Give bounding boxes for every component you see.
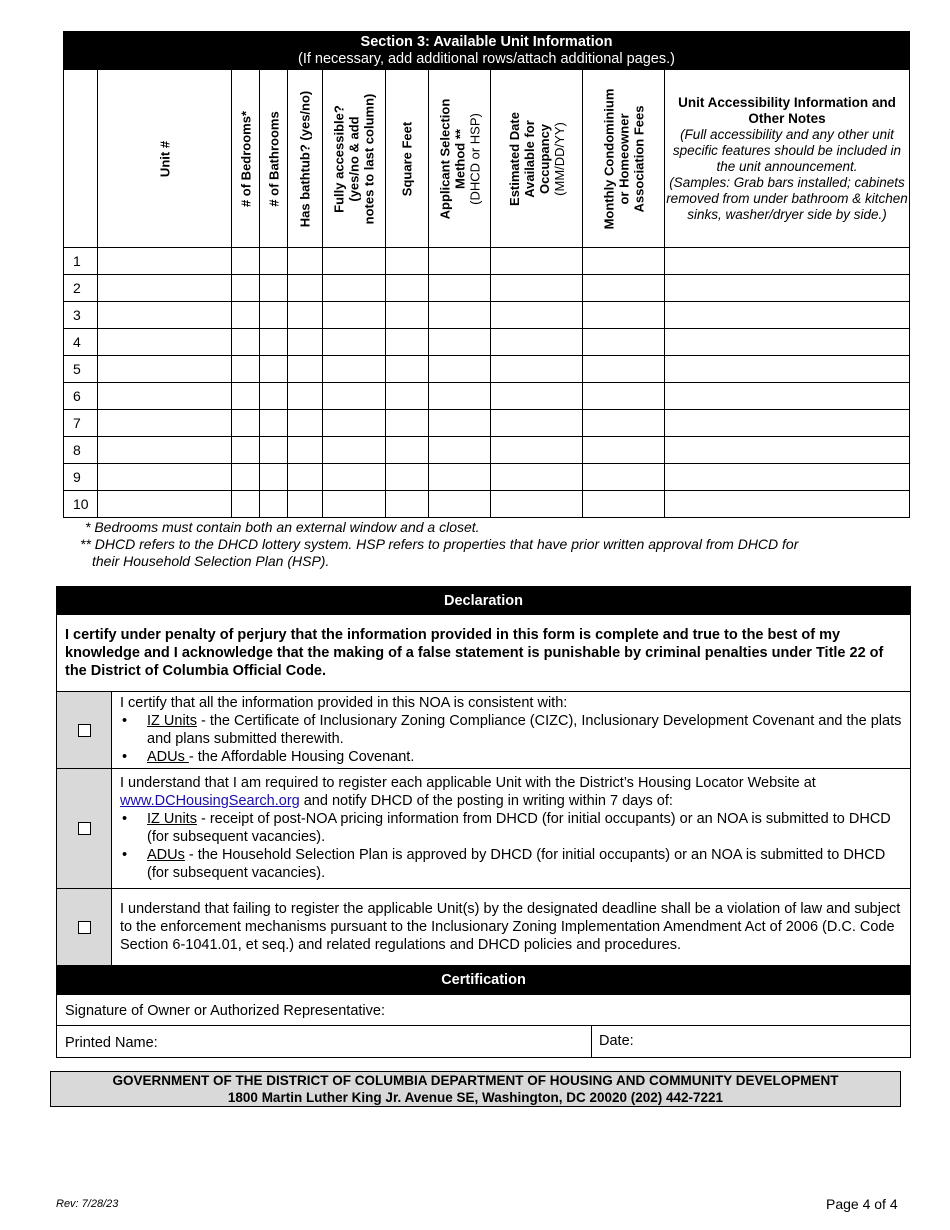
row-number: 3 — [64, 302, 98, 329]
unit-cell[interactable] — [491, 464, 583, 491]
unit-cell[interactable] — [583, 437, 665, 464]
unit-row — [64, 437, 910, 464]
footnote-dhcd-cont: their Household Selection Plan (HSP). — [92, 553, 330, 569]
row-number: 4 — [64, 329, 98, 356]
item2-intro: I understand that I am required to register each applicable Unit with the District’s Housing Locator Website at www.DCHousingSearch.org and notify DHCD of the posting in writing within 7 days of: — [120, 775, 816, 809]
footnotes — [80, 519, 798, 570]
unit-cell[interactable] — [232, 275, 260, 302]
declaration-box — [56, 586, 911, 1058]
unit-cell[interactable] — [583, 248, 665, 275]
unit-cell[interactable] — [491, 329, 583, 356]
declaration-header: Declaration — [57, 587, 910, 615]
checkbox-1[interactable] — [78, 724, 91, 737]
col-header-bathrooms: # of Bathrooms — [260, 70, 288, 248]
item1-bullet-iz: • IZ Units - the Certificate of Inclusionary Zoning Compliance (CIZC), Inclusionary Development Covenant and the plats and plans submitted therewith. — [120, 712, 902, 748]
certify-statement: I certify under penalty of perjury that the information provided in this form is complete and true to the best of my knowledge and I acknowledge that the making of a false statement is punishable by criminal penalties under Title 22 of the District of Columbia Official Code. — [57, 615, 910, 692]
unit-cell[interactable] — [232, 491, 260, 518]
unit-cell[interactable] — [429, 491, 491, 518]
unit-cell[interactable] — [232, 329, 260, 356]
signature-label: Signature of Owner or Authorized Representative: — [65, 1003, 385, 1019]
unit-cell[interactable] — [491, 437, 583, 464]
unit-cell[interactable] — [665, 410, 910, 437]
item1-intro: I certify that all the information provided in this NOA is consistent with: — [120, 695, 568, 711]
col-header-selection-method: Applicant Selection Method ** (DHCD or HSP) — [429, 70, 491, 248]
unit-cell[interactable] — [232, 383, 260, 410]
unit-cell[interactable] — [583, 302, 665, 329]
unit-cell[interactable] — [98, 275, 232, 302]
unit-cell[interactable] — [98, 383, 232, 410]
unit-cell[interactable] — [429, 410, 491, 437]
unit-cell[interactable] — [386, 383, 429, 410]
unit-cell[interactable] — [260, 248, 288, 275]
declaration-item-1-text — [112, 692, 910, 768]
checkbox-cell-1 — [57, 692, 112, 768]
declaration-item-1 — [57, 692, 910, 769]
unit-cell[interactable] — [386, 410, 429, 437]
unit-cell[interactable] — [583, 410, 665, 437]
signature-block — [57, 994, 910, 1057]
unit-cell[interactable] — [260, 329, 288, 356]
unit-cell[interactable] — [665, 383, 910, 410]
unit-info-table — [63, 31, 910, 518]
unit-cell[interactable] — [232, 248, 260, 275]
unit-cell[interactable] — [323, 464, 386, 491]
unit-cell[interactable] — [98, 464, 232, 491]
unit-cell[interactable] — [98, 248, 232, 275]
unit-cell[interactable] — [665, 464, 910, 491]
unit-cell[interactable] — [323, 437, 386, 464]
housing-search-link[interactable]: www.DCHousingSearch.org — [120, 793, 300, 809]
unit-row — [64, 356, 910, 383]
unit-cell[interactable] — [98, 437, 232, 464]
unit-cell[interactable] — [288, 302, 323, 329]
agency-name: GOVERNMENT OF THE DISTRICT OF COLUMBIA DEPARTMENT OF HOUSING AND COMMUNITY DEVELOPMENT — [112, 1073, 839, 1088]
unit-cell[interactable] — [665, 491, 910, 518]
item2-bullet-iz: • IZ Units - receipt of post-NOA pricing information from DHCD (for initial occupants) or an NOA is submitted to DHCD (for subsequent vacancies). — [120, 810, 902, 846]
unit-rows — [64, 248, 910, 518]
unit-cell[interactable] — [386, 464, 429, 491]
unit-cell[interactable] — [323, 383, 386, 410]
unit-cell[interactable] — [665, 437, 910, 464]
unit-cell[interactable] — [386, 491, 429, 518]
unit-cell[interactable] — [288, 437, 323, 464]
unit-cell[interactable] — [288, 275, 323, 302]
unit-cell[interactable] — [260, 275, 288, 302]
unit-cell[interactable] — [491, 383, 583, 410]
unit-cell[interactable] — [232, 302, 260, 329]
row-number: 10 — [64, 491, 98, 518]
unit-cell[interactable] — [323, 329, 386, 356]
unit-cell[interactable] — [288, 491, 323, 518]
unit-cell[interactable] — [386, 329, 429, 356]
unit-cell[interactable] — [429, 356, 491, 383]
row-number: 1 — [64, 248, 98, 275]
checkbox-3[interactable] — [78, 921, 91, 934]
declaration-item-3-text: I understand that failing to register the applicable Unit(s) by the designated deadline shall be a violation of law and subject to the enforcement mechanisms pursuant to the Inclusionary Zoning Implementation Amendment Act of 2006 (D.C. Code Section 6-1041.01, et seq.) and related regulations and DHCD policies and procedures. — [120, 901, 901, 953]
unit-cell[interactable] — [288, 356, 323, 383]
row-number: 9 — [64, 464, 98, 491]
date-field[interactable] — [592, 1026, 910, 1057]
unit-cell[interactable] — [665, 329, 910, 356]
unit-cell[interactable] — [583, 329, 665, 356]
section-header — [64, 32, 910, 70]
unit-cell[interactable] — [429, 383, 491, 410]
unit-cell[interactable] — [583, 491, 665, 518]
unit-cell[interactable] — [98, 329, 232, 356]
col-header-accessible: Fully accessible? (yes/no & add notes to last column) — [323, 70, 386, 248]
signature-field[interactable] — [57, 995, 910, 1026]
col-header-bedrooms: # of Bedrooms* — [232, 70, 260, 248]
declaration-item-3 — [57, 889, 910, 966]
footnote-dhcd: ** DHCD refers to the DHCD lottery system. HSP refers to properties that have prior written approval from DHCD for — [80, 536, 799, 552]
row-number: 2 — [64, 275, 98, 302]
unit-cell[interactable] — [386, 356, 429, 383]
unit-cell[interactable] — [323, 356, 386, 383]
unit-cell[interactable] — [429, 302, 491, 329]
col-header-unit: Unit # — [98, 70, 232, 248]
unit-cell[interactable] — [98, 410, 232, 437]
row-number: 6 — [64, 383, 98, 410]
col-header-notes: Unit Accessibility Information and Other Notes (Full accessibility and any other unit specific features should be included in the unit announcement. (Samples: Grab bars installed; cabinets removed from under bathroom & kitchen sinks, washer/dryer side by side.) — [665, 70, 910, 248]
unit-cell[interactable] — [260, 437, 288, 464]
unit-cell[interactable] — [323, 275, 386, 302]
page-number: Page 4 of 4 — [826, 1196, 898, 1212]
unit-cell[interactable] — [98, 302, 232, 329]
printed-name-field[interactable] — [57, 1026, 592, 1057]
unit-row — [64, 329, 910, 356]
unit-cell[interactable] — [429, 275, 491, 302]
unit-cell[interactable] — [323, 410, 386, 437]
declaration-item-2-text — [112, 769, 910, 888]
unit-cell[interactable] — [288, 248, 323, 275]
unit-cell[interactable] — [260, 410, 288, 437]
unit-cell[interactable] — [260, 356, 288, 383]
unit-cell[interactable] — [583, 356, 665, 383]
printed-name-label: Printed Name: — [65, 1035, 158, 1051]
date-label: Date: — [599, 1033, 634, 1049]
unit-cell[interactable] — [665, 302, 910, 329]
unit-cell[interactable] — [260, 491, 288, 518]
unit-cell[interactable] — [665, 248, 910, 275]
unit-cell[interactable] — [386, 275, 429, 302]
item1-bullet-adu: • ADUs - the Affordable Housing Covenant. — [120, 748, 902, 766]
checkbox-cell-2 — [57, 769, 112, 888]
col-header-row-number — [64, 70, 98, 248]
unit-cell[interactable] — [98, 491, 232, 518]
unit-cell[interactable] — [491, 410, 583, 437]
unit-cell[interactable] — [665, 356, 910, 383]
unit-row — [64, 302, 910, 329]
unit-cell[interactable] — [429, 437, 491, 464]
declaration-item-2 — [57, 769, 910, 889]
unit-cell[interactable] — [260, 302, 288, 329]
unit-cell[interactable] — [323, 248, 386, 275]
agency-address: 1800 Martin Luther King Jr. Avenue SE, Washington, DC 20020 (202) 442-7221 — [227, 1090, 724, 1105]
unit-row — [64, 410, 910, 437]
section-subtitle: (If necessary, add additional rows/attach additional pages.) — [298, 51, 675, 67]
unit-cell[interactable] — [323, 302, 386, 329]
agency-footer — [50, 1071, 901, 1107]
section-title: Section 3: Available Unit Information — [360, 34, 613, 50]
certification-header: Certification — [57, 966, 910, 994]
unit-row — [64, 491, 910, 518]
checkbox-2[interactable] — [78, 822, 91, 835]
unit-cell[interactable] — [583, 383, 665, 410]
item2-bullet-adu: • ADUs - the Household Selection Plan is approved by DHCD (for initial occupants) or an NOA is submitted to DHCD (for subsequent vacancies). — [120, 846, 902, 882]
unit-cell[interactable] — [491, 275, 583, 302]
unit-row — [64, 464, 910, 491]
unit-cell[interactable] — [260, 383, 288, 410]
unit-cell[interactable] — [429, 464, 491, 491]
unit-cell[interactable] — [386, 248, 429, 275]
unit-cell[interactable] — [288, 383, 323, 410]
row-number: 7 — [64, 410, 98, 437]
unit-cell[interactable] — [429, 329, 491, 356]
unit-cell[interactable] — [386, 302, 429, 329]
footnote-bedrooms: * Bedrooms must contain both an external window and a closet. — [85, 519, 480, 535]
unit-cell[interactable] — [98, 356, 232, 383]
unit-cell[interactable] — [665, 275, 910, 302]
col-header-square-feet: Square Feet — [386, 70, 429, 248]
unit-cell[interactable] — [583, 275, 665, 302]
unit-cell[interactable] — [491, 302, 583, 329]
unit-cell[interactable] — [232, 437, 260, 464]
unit-cell[interactable] — [288, 410, 323, 437]
checkbox-cell-3 — [57, 889, 112, 965]
row-number: 8 — [64, 437, 98, 464]
unit-row — [64, 248, 910, 275]
unit-row — [64, 275, 910, 302]
unit-cell[interactable] — [288, 464, 323, 491]
unit-cell[interactable] — [491, 356, 583, 383]
unit-row — [64, 383, 910, 410]
unit-cell[interactable] — [583, 464, 665, 491]
unit-cell[interactable] — [323, 491, 386, 518]
col-header-association-fees: Monthly Condominium or Homeowner Association Fees — [583, 70, 665, 248]
column-header-row — [64, 70, 910, 248]
col-header-estimated-date: Estimated Date Available for Occupancy (MM/DD/YY) — [491, 70, 583, 248]
revision-date: Rev: 7/28/23 — [56, 1198, 119, 1210]
row-number: 5 — [64, 356, 98, 383]
unit-cell[interactable] — [429, 248, 491, 275]
unit-cell[interactable] — [288, 329, 323, 356]
unit-cell[interactable] — [491, 248, 583, 275]
unit-cell[interactable] — [232, 410, 260, 437]
unit-cell[interactable] — [491, 491, 583, 518]
unit-cell[interactable] — [260, 464, 288, 491]
unit-cell[interactable] — [232, 356, 260, 383]
col-header-bathtub: Has bathtub? (yes/no) — [288, 70, 323, 248]
unit-cell[interactable] — [386, 437, 429, 464]
unit-cell[interactable] — [232, 464, 260, 491]
